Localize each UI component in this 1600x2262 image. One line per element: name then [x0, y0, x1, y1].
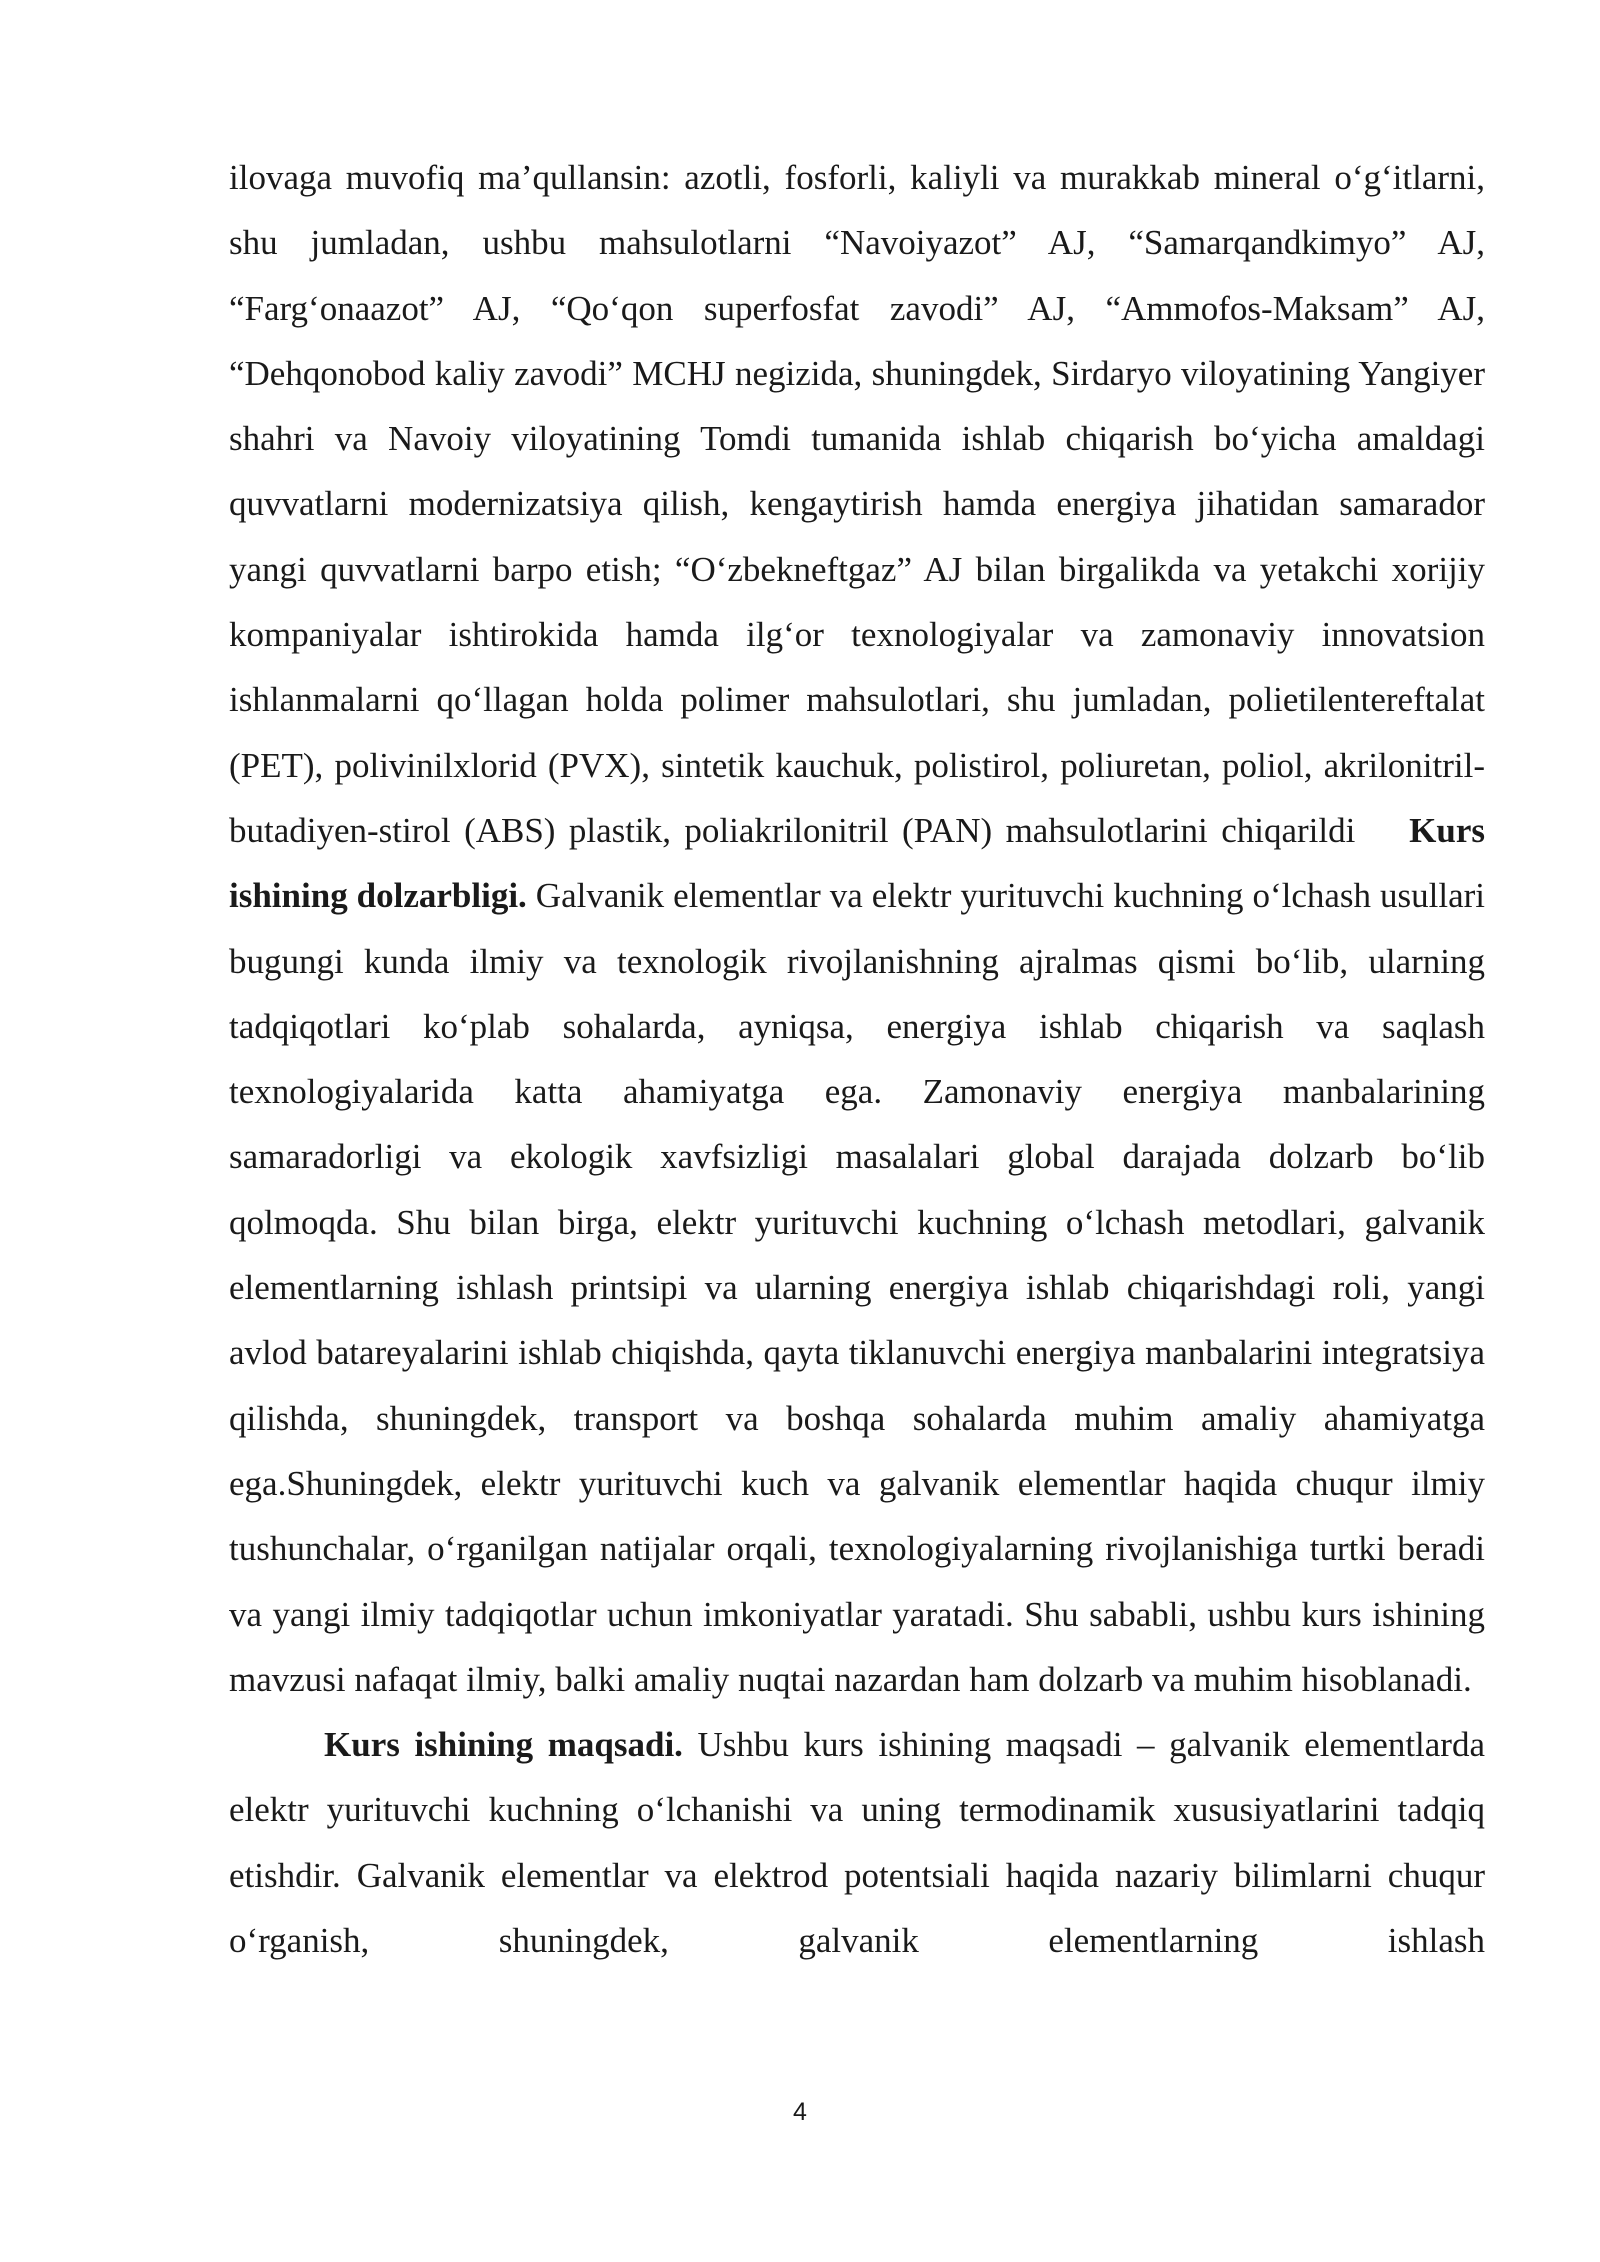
paragraph-1-continuation: Galvanik elementlar va elektr yurituvchi kuchning o‘lchash usullari bugungi kunda ilmiy va texnologik rivojlanishning ajralmas qismi bo‘lib, ularning tadqiqotlari ko‘plab sohalarda, ayniqsa, energiya ishlab chiqarish va saqlash texnologiyalarida katta ahamiyatga ega. Zamonaviy energiya manbalarining samaradorligi va ekologik xavfsizligi masalalari global darajada dolzarb bo‘lib qolmoqda. Shu bilan birga, elektr yurituvchi kuchning o‘lchash metodlari, galvanik elementlarning ishlash printsipi va ularning energiya ishlab chiqarishdagi roli, yangi avlod batareyalarini ishlab chiqishda, qayta tiklanuvchi energiya manbalarini integratsiya qilishda, shuningdek, transport va boshqa sohalarda muhim amaliy ahamiyatga ega.Shuningdek, elektr yurituvchi kuch va galvanik elementlar haqida chuqur ilmiy tushunchalar, o‘rganilgan natijalar orqali, texnologiyalarning rivojlanishiga turtki beradi va yangi ilmiy tadqiqotlar uchun imkoniyatlar yaratadi. Shu sababli, ushbu kurs ishining mavzusi nafaqat ilmiy, balki amaliy nuqtai nazardan ham dolzarb va muhim hisoblanadi. — [229, 876, 1485, 1699]
paragraph-2-text: Ushbu kurs ishining maqsadi – galvanik elementlarda elektr yurituvchi kuchning o‘lchanishi va uning termodinamik xususiyatlarini tadqiq etishdir. Galvanik elementlar va elektrod potentsiali haqida nazariy bilimlarni chuqur o‘rganish, shuningdek, galvanik elementlarning ishlash — [229, 1725, 1485, 1961]
document-body — [229, 145, 1485, 1973]
relevance-heading: Kurs ishining dolzarbligi. — [229, 810, 1485, 916]
paragraph-goal — [229, 1712, 1485, 1973]
page-number: 4 — [793, 2098, 807, 2126]
goal-heading: Kurs ishining maqsadi. — [324, 1725, 683, 1765]
paragraph-relevance — [229, 145, 1485, 1712]
paragraph-1-text: ilovaga muvofiq ma’qullansin: azotli, fosforli, kaliyli va murakkab mineral o‘g‘itlarni, shu jumladan, ushbu mahsulotlarni “Navoiyazot” AJ, “Samarqandkimyo” AJ, “Farg‘onaazot” AJ, “Qo‘qon superfosfat zavodi” AJ, “Ammofos-Maksam” AJ, “Dehqonobod kaliy zavodi” MCHJ negizida, shuningdek, Sirdaryo viloyatining Yangiyer shahri va Navoiy viloyatining Tomdi tumanida ishlab chiqarish bo‘yicha amaldagi quvvatlarni modernizatsiya qilish, kengaytirish hamda energiya jihatidan samarador yangi quvvatlarni barpo etish; “O‘zbekneftgaz” AJ bilan birgalikda va yetakchi xorijiy kompaniyalar ishtirokida hamda ilg‘or texnologiyalar va zamonaviy innovatsion ishlanmalarni qo‘llagan holda polimer mahsulotlari, shu jumladan, polietilentereftalat (PET), polivinilxlorid (PVX), sintetik kauchuk, polistirol, poliuretan, poliol, akrilonitril-butadiyen-stirol (ABS) plastik, poliakrilonitril (PAN) mahsulotlarini chiqarildi — [229, 158, 1485, 850]
